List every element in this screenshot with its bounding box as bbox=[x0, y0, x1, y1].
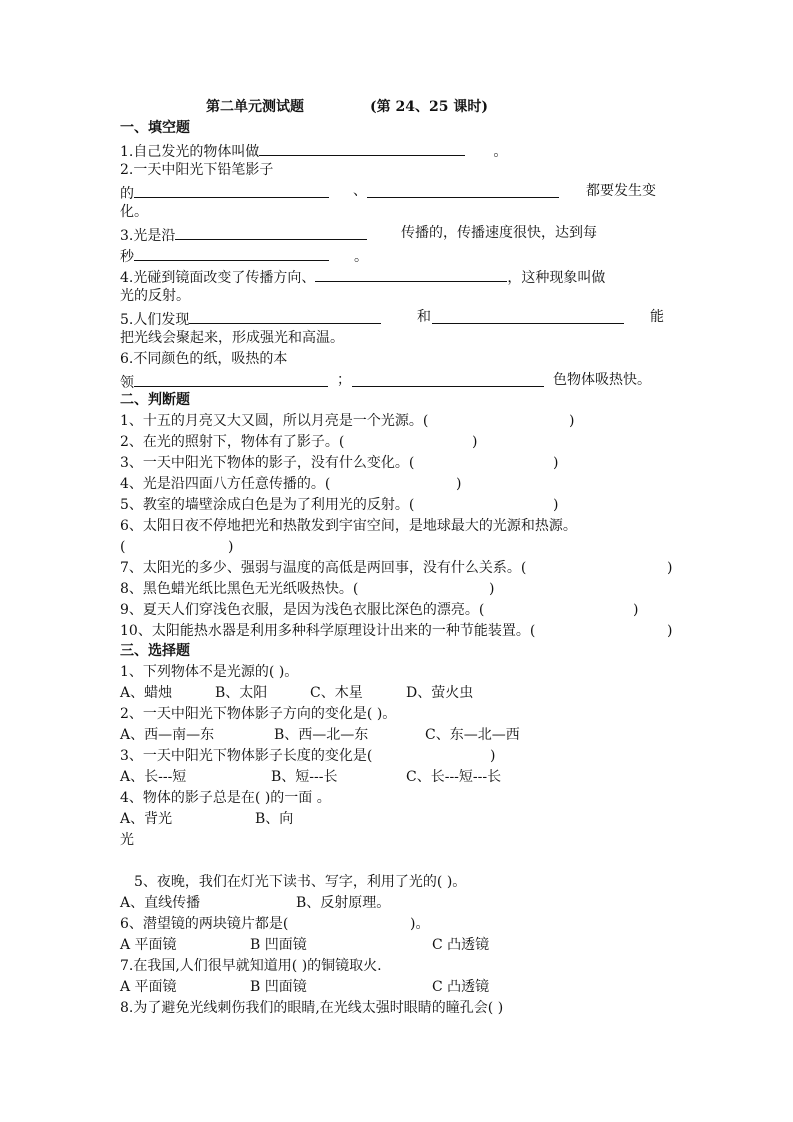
choice-option: B、太阳 bbox=[215, 685, 268, 701]
judge-item-close: ) bbox=[456, 476, 462, 492]
q2-separator: 、 bbox=[353, 183, 367, 199]
fill-question-6: 6.不同颜色的纸，吸热的本 bbox=[120, 351, 288, 367]
q2-blank-2[interactable] bbox=[367, 181, 559, 198]
choice-option: C、东—北—西 bbox=[425, 727, 520, 743]
q1-blank[interactable] bbox=[259, 139, 465, 156]
choice-option-wrap: 光 bbox=[120, 832, 134, 848]
q4-blank[interactable] bbox=[315, 265, 507, 282]
fill-question-5: 5.人们发现 bbox=[120, 307, 381, 330]
page-subtitle: (第 24、25 课时) bbox=[370, 99, 488, 115]
q2-blank-1[interactable] bbox=[134, 181, 329, 198]
fill-question-5-line2: 把光线会聚起来，形成强光和高温。 bbox=[120, 330, 344, 346]
q6-blank-2-wrap bbox=[352, 370, 544, 393]
judge-item-close: ) bbox=[472, 434, 478, 450]
fill-question-3: 3.光是沿 bbox=[120, 223, 367, 246]
choice-question-7: 7.在我国,人们很早就知道用( )的铜镜取火. bbox=[120, 958, 382, 974]
q1-end: 。 bbox=[493, 144, 508, 160]
judge-item-close: ) bbox=[667, 560, 673, 576]
choice-question-3: 3、一天中阳光下物体影子长度的变化是( bbox=[120, 748, 373, 764]
choice-question-1: 1、下列物体不是光源的( )。 bbox=[120, 664, 299, 680]
q6-blank-1[interactable] bbox=[134, 370, 328, 387]
q2-tail: 都要发生变 bbox=[586, 183, 656, 199]
choice-option: A、蜡烛 bbox=[120, 685, 173, 701]
q6-tail: 色物体吸热快。 bbox=[553, 372, 651, 388]
choice-option: C 凸透镜 bbox=[432, 937, 490, 953]
judge-item: 10、太阳能热水器是利用多种科学原理设计出来的一种节能装置。( bbox=[120, 623, 536, 639]
judge-item-close: ) bbox=[228, 539, 234, 555]
section-heading-fill: 一、填空题 bbox=[120, 120, 190, 136]
choice-question-2: 2、一天中阳光下物体影子方向的变化是( )。 bbox=[120, 706, 397, 722]
q5-blank-1[interactable] bbox=[189, 307, 381, 324]
q2-tail-2: 化。 bbox=[120, 204, 148, 220]
judge-item: 1、十五的月亮又大又圆，所以月亮是一个光源。( bbox=[120, 413, 429, 429]
judge-item: 2、在光的照射下，物体有了影子。( bbox=[120, 434, 345, 450]
choice-question-5: 5、夜晚，我们在灯光下读书、写字，利用了光的( )。 bbox=[134, 874, 467, 890]
choice-question-6-close: )。 bbox=[410, 916, 430, 932]
section-heading-judge: 二、判断题 bbox=[120, 392, 190, 408]
q2-blank-2-wrap bbox=[367, 181, 559, 204]
choice-option: B、反射原理。 bbox=[296, 895, 391, 911]
q6-blank-2[interactable] bbox=[352, 370, 544, 387]
judge-item-close: ) bbox=[489, 581, 495, 597]
choice-option: A、长---短 bbox=[120, 769, 187, 785]
judge-item-close: ) bbox=[633, 602, 639, 618]
q3-blank-2[interactable] bbox=[134, 244, 329, 261]
q5-blank-2[interactable] bbox=[432, 307, 624, 324]
judge-item: 8、黑色蜡光纸比黑色无光纸吸热快。( bbox=[120, 581, 359, 597]
q3-middle: 传播的，传播速度很快，达到每 bbox=[401, 225, 597, 241]
judge-item: 5、教室的墙壁涂成白色是为了利用光的反射。( bbox=[120, 497, 415, 513]
choice-option: A、背光 bbox=[120, 811, 173, 827]
q6-separator: ； bbox=[337, 372, 351, 388]
judge-item-6-bracket: ( bbox=[120, 539, 126, 555]
q5-blank-2-wrap bbox=[432, 307, 624, 330]
choice-question-4: 4、物体的影子总是在( )的一面 。 bbox=[120, 790, 331, 806]
choice-option: A 平面镜 bbox=[120, 979, 177, 995]
choice-option: B、西—北—东 bbox=[274, 727, 369, 743]
section-heading-choice: 三、选择题 bbox=[120, 643, 190, 659]
judge-item-close: ) bbox=[553, 497, 559, 513]
q5-and: 和 bbox=[417, 309, 431, 325]
fill-question-4: 4.光碰到镜面改变了传播方向、 ，这种现象叫做 bbox=[120, 265, 605, 288]
q3-blank-1[interactable] bbox=[175, 223, 367, 240]
judge-item: 7、太阳光的多少、强弱与温度的高低是两回事，没有什么关系。( bbox=[120, 560, 527, 576]
choice-option: B、向 bbox=[255, 811, 294, 827]
judge-item: 6、太阳日夜不停地把光和热散发到宇宙空间，是地球最大的光源和热源。 bbox=[120, 518, 577, 534]
page-title: 第二单元测试题 bbox=[206, 99, 304, 115]
judge-item-close: ) bbox=[667, 623, 673, 639]
judge-item: 4、光是沿四面八方任意传播的。( bbox=[120, 476, 331, 492]
judge-item-close: ) bbox=[569, 413, 575, 429]
judge-item: 9、夏天人们穿浅色衣服，是因为浅色衣服比深色的漂亮。( bbox=[120, 602, 485, 618]
fill-question-6-line2: 领 bbox=[120, 370, 328, 393]
fill-question-2-line2: 的 bbox=[120, 181, 329, 204]
fill-question-3-line2: 秒 。 bbox=[120, 244, 368, 267]
choice-option: A 平面镜 bbox=[120, 937, 177, 953]
choice-option: C、长---短---长 bbox=[406, 769, 502, 785]
judge-item-close: ) bbox=[553, 455, 559, 471]
choice-option: B 凹面镜 bbox=[250, 937, 307, 953]
fill-question-4-line2: 光的反射。 bbox=[120, 288, 190, 304]
q5-tail: 能 bbox=[650, 309, 664, 325]
q1-text: 1.自己发光的物体叫做 bbox=[120, 144, 260, 160]
choice-option: B 凹面镜 bbox=[250, 979, 307, 995]
choice-question-6: 6、潜望镜的两块镜片都是( bbox=[120, 916, 289, 932]
fill-question-1 bbox=[120, 139, 507, 162]
choice-question-8: 8.为了避免光线刺伤我们的眼睛,在光线太强时眼睛的瞳孔会( ) bbox=[120, 1000, 504, 1016]
judge-item: 3、一天中阳光下物体的影子，没有什么变化。( bbox=[120, 455, 415, 471]
choice-option: A、直线传播 bbox=[120, 895, 201, 911]
choice-option: A、西—南—东 bbox=[120, 727, 215, 743]
choice-option: C 凸透镜 bbox=[432, 979, 490, 995]
choice-option: D、萤火虫 bbox=[406, 685, 474, 701]
fill-question-2: 2.一天中阳光下铅笔影子 bbox=[120, 162, 274, 178]
choice-option: B、短---长 bbox=[271, 769, 338, 785]
choice-question-3-close: ) bbox=[490, 748, 496, 764]
choice-option: C、木星 bbox=[310, 685, 363, 701]
